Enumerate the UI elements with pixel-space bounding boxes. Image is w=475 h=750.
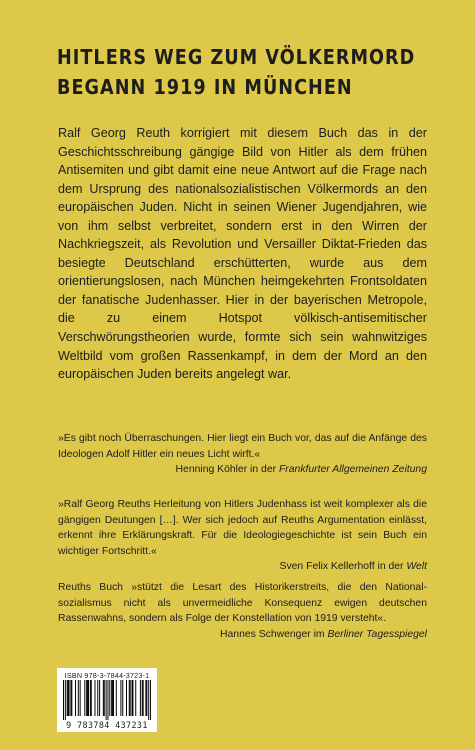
press-quote xyxy=(58,580,427,642)
quote-attribution xyxy=(58,627,427,643)
press-quote xyxy=(58,497,427,575)
quote-source: Welt xyxy=(406,561,427,573)
press-quote xyxy=(58,431,427,478)
barcode-bar xyxy=(145,680,146,716)
barcode-bars xyxy=(63,680,151,720)
barcode-bar xyxy=(71,680,72,716)
barcode-bar xyxy=(75,680,76,716)
barcode-bar xyxy=(94,680,95,716)
quote-source: Berliner Tagesspiegel xyxy=(327,628,427,640)
barcode-bar xyxy=(132,680,133,716)
barcode-bar xyxy=(106,680,107,720)
barcode-bar xyxy=(120,680,121,716)
barcode-bar xyxy=(67,680,68,716)
barcode-bar xyxy=(132,680,133,716)
barcode-bar xyxy=(99,680,100,716)
barcode-bar xyxy=(116,680,117,716)
barcode-bar xyxy=(130,680,131,716)
quote-author: Hannes Schwenger im xyxy=(220,628,325,640)
barcode-bar xyxy=(103,680,104,716)
barcode-bar xyxy=(97,680,98,716)
barcode-bar xyxy=(80,680,81,716)
quote-attribution xyxy=(58,559,427,575)
book-blurb: Ralf Georg Reuth korrigiert mit diesem Buch das in der Geschichtsschreibung gängige Bild von Hitler als dem frühen Antisemiten und gibt damit eine neue Antwort auf die Frage nach dem Ursprung des nationalsozialistischen Völkermords an den europäischen Juden. Nicht in seinen Wiener Jugendjahren, wie von ihm selbst verbreitet, sondern erst in den Wirren der Nachkriegszeit, als Revolution und Versailler Diktat-Frieden das besiegte Deutschland erschütterten, wurde aus dem orientierungslosen, nach München heimgekehrten Frontsoldaten der fanatische Judenhasser. Hier in der bayerischen Metropole, die zu einem Hotspot völkisch-antisemitischer Verschwörungstheorien wurde, formte sich sein wahnwitziges Weltbild vom großen Rassenkampf, in dem der Mord an den europäischen Juden bereits angelegt war. xyxy=(58,126,427,382)
barcode-bar xyxy=(122,680,123,716)
headline-line-1: HITLERS WEG ZUM VÖLKERMORD xyxy=(57,45,416,69)
quote-author: Henning Köhler in der xyxy=(175,464,277,476)
back-cover-headline xyxy=(57,42,416,102)
barcode-bar xyxy=(142,680,143,716)
barcode-bar xyxy=(86,680,87,716)
barcode-bar xyxy=(90,680,91,716)
barcode-bar xyxy=(111,680,112,716)
barcode-bar xyxy=(70,680,71,716)
quote-text: Reuths Buch »stützt die Lesart des Historikerstreits, die den Nationalsozialismus nicht als unvermeidliche Konsequenz ewigen deutschen Rassenwahns, sondern als Folge der Konstellation von 1919 versteht«. xyxy=(58,582,427,625)
barcode-bar xyxy=(78,680,79,716)
quote-author: Sven Felix Kellerhoff in der xyxy=(279,561,404,573)
barcode-bar xyxy=(148,680,149,720)
quote-attribution xyxy=(58,462,427,478)
quote-text: »Ralf Georg Reuths Herleitung von Hitlers Judenhass ist weit komplexer als die gängigen Deutungen […]. Wer sich jedoch auf Reuths Argumentation einlässt, erkennt ihre Erklärungskraft. Für die Ideologiegeschichte ist sein Buch ein wichtiger Fortschritt.« xyxy=(58,499,427,557)
barcode-bar xyxy=(68,680,69,716)
quote-source: Frankfurter Allgemeinen Zeitung xyxy=(278,464,427,476)
barcode-bar xyxy=(65,680,66,720)
barcode-bar xyxy=(63,680,64,720)
barcode-bar xyxy=(87,680,88,716)
barcode-bar xyxy=(112,680,113,716)
headline-line-2: BEGANN 1919 IN MÜNCHEN xyxy=(57,75,353,99)
barcode-bar xyxy=(104,680,105,716)
barcode-bar xyxy=(126,680,127,716)
barcode-bar xyxy=(146,680,147,716)
barcode-bar xyxy=(135,680,136,716)
barcode-bar xyxy=(140,680,141,716)
ean-digits: 9 783784 437231 xyxy=(66,720,148,730)
barcode-bar xyxy=(91,680,92,716)
barcode-bar xyxy=(150,680,151,720)
barcode-bar xyxy=(69,680,70,716)
quote-text: »Es gibt noch Überraschungen. Hier liegt ein Buch vor, das auf die Anfänge des Ideologen Adolf Hitler ein neues Licht wirft.« xyxy=(58,433,427,460)
barcode-bar xyxy=(143,680,144,716)
isbn-label: ISBN 978-3-7844-3723-1 xyxy=(64,671,150,680)
isbn-barcode xyxy=(57,668,157,732)
barcode-bar xyxy=(129,680,130,716)
barcode-bar xyxy=(109,680,110,716)
barcode-bar xyxy=(107,680,108,720)
barcode-bar xyxy=(88,680,89,716)
barcode-bar xyxy=(84,680,85,716)
barcode-bar xyxy=(113,680,114,716)
